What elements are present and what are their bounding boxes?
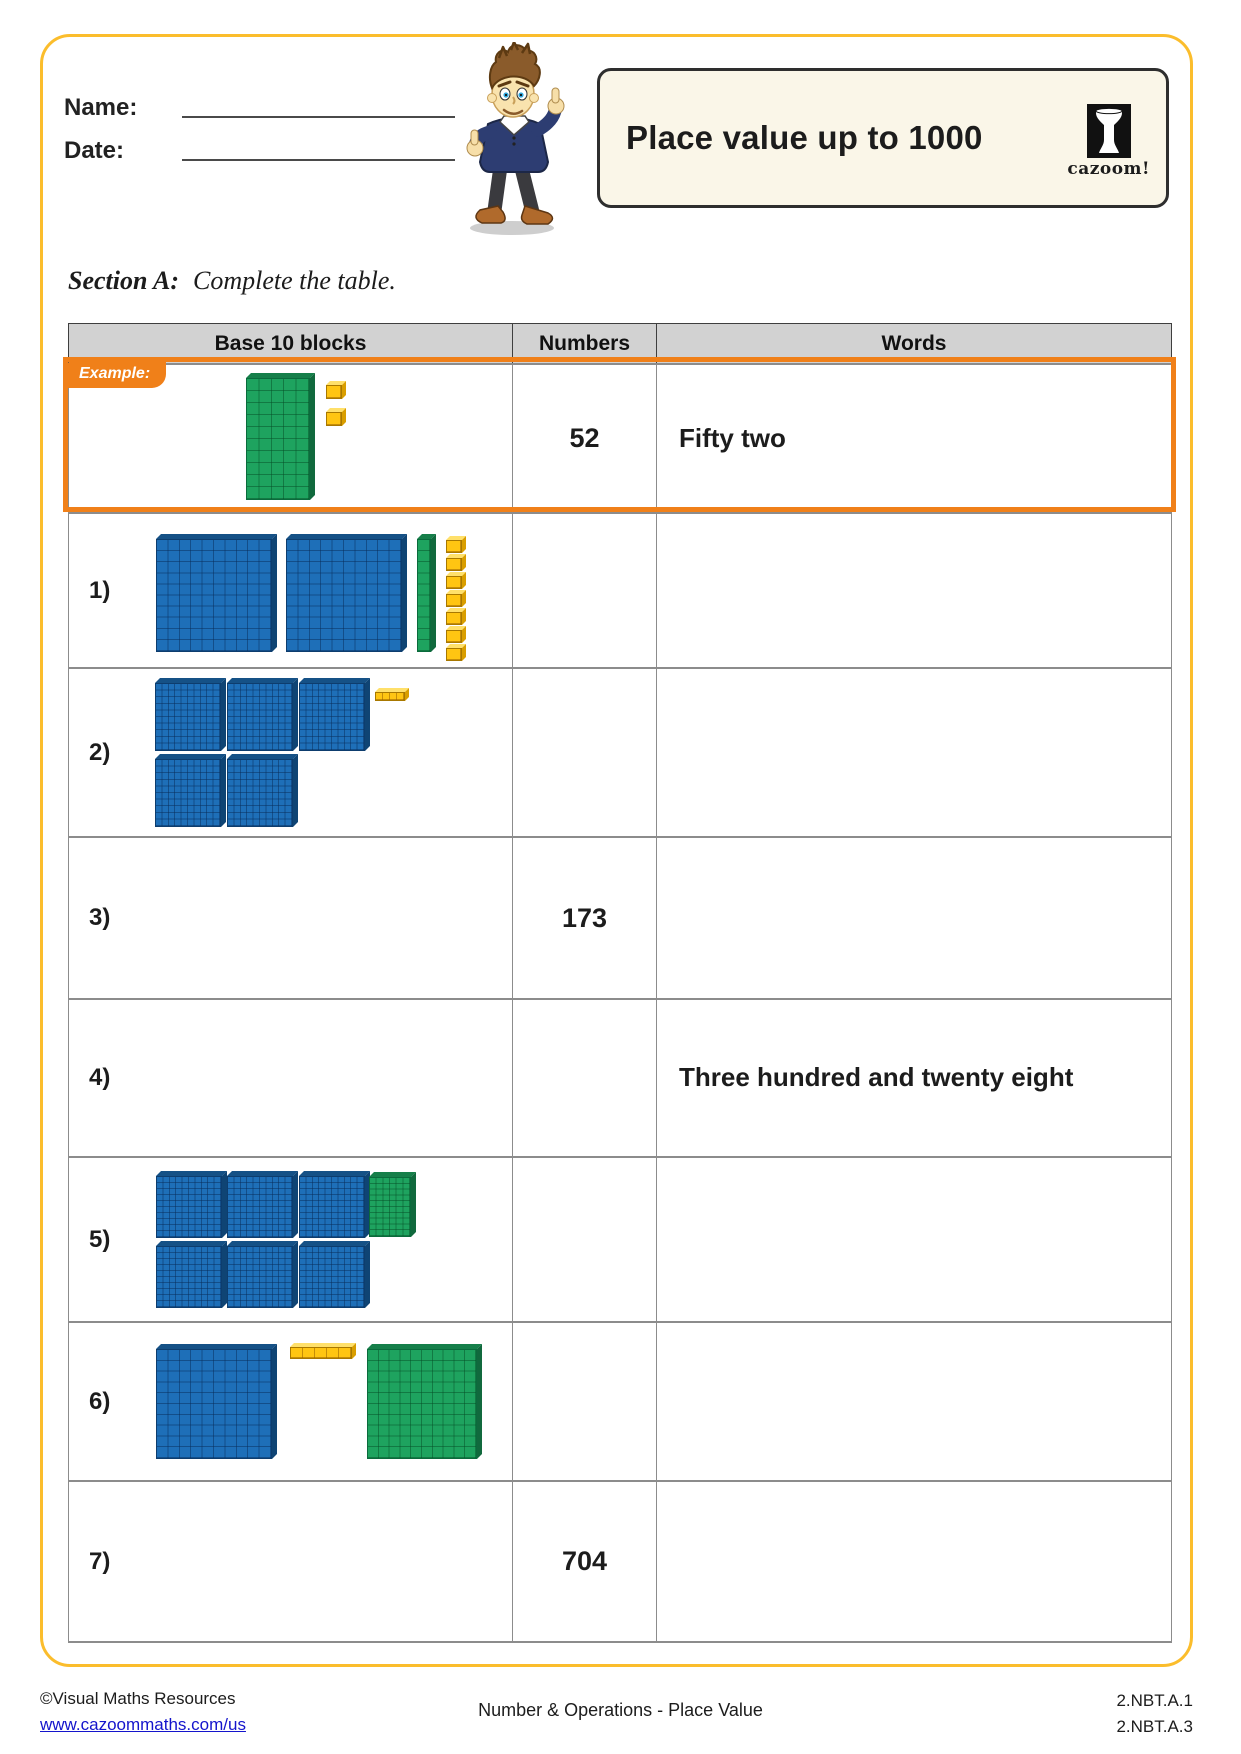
example-words-cell: Fifty two bbox=[657, 364, 1172, 513]
row-number-label: 3) bbox=[89, 904, 111, 931]
table-row bbox=[69, 837, 1172, 999]
table-row bbox=[69, 999, 1172, 1157]
example-tag: Example: bbox=[68, 362, 166, 388]
footer-standards bbox=[1116, 1688, 1193, 1741]
blocks-cell-4[interactable] bbox=[69, 999, 513, 1157]
base10-hundred-flat-blue bbox=[156, 539, 272, 652]
words-answer-cell[interactable] bbox=[657, 837, 1172, 999]
number-answer-cell[interactable] bbox=[513, 999, 657, 1157]
website-link[interactable]: www.cazoommaths.com/us bbox=[40, 1714, 246, 1734]
words-value-cell: Three hundred and twenty eight bbox=[657, 999, 1172, 1157]
standard-code: 2.NBT.A.3 bbox=[1116, 1717, 1193, 1737]
footer-subject: Number & Operations - Place Value bbox=[478, 1700, 763, 1720]
blocks-cell-2 bbox=[69, 668, 513, 837]
words-answer-cell[interactable] bbox=[657, 1157, 1172, 1322]
base10-hundred-flat-blue bbox=[155, 683, 221, 751]
table-row bbox=[69, 1322, 1172, 1481]
base10-hundred-flat-blue bbox=[155, 759, 221, 827]
number-answer-cell[interactable] bbox=[513, 1157, 657, 1322]
drum-icon bbox=[1087, 104, 1131, 158]
base10-ten-rod-green bbox=[417, 539, 431, 652]
blocks-cell-1 bbox=[69, 513, 513, 668]
words-answer-cell[interactable] bbox=[657, 1481, 1172, 1642]
table-row bbox=[69, 513, 1172, 668]
words-answer-cell[interactable] bbox=[657, 513, 1172, 668]
col-header-blocks: Base 10 blocks bbox=[69, 324, 513, 365]
section-heading bbox=[68, 266, 396, 296]
cazoom-logo bbox=[1067, 104, 1150, 179]
base10-ones-rod-yellow bbox=[375, 692, 405, 701]
base10-one-cube-yellow bbox=[446, 576, 462, 589]
row-number-label: 6) bbox=[89, 1387, 111, 1415]
base10-ones-stack-yellow bbox=[446, 535, 462, 661]
base10-hundred-flat-blue bbox=[156, 1349, 272, 1459]
base10-hundred-flat-blue bbox=[227, 1176, 293, 1238]
title-banner bbox=[597, 68, 1169, 208]
base10-one-cube-yellow bbox=[326, 385, 342, 399]
date-input-line[interactable] bbox=[182, 159, 455, 161]
row-number-label: 2) bbox=[89, 738, 111, 766]
row-number-label: 4) bbox=[89, 1064, 111, 1091]
base10-one-cube-yellow bbox=[446, 558, 462, 571]
base10-hundred-flat-blue bbox=[286, 539, 402, 652]
base10-one-cube-yellow bbox=[326, 412, 342, 426]
table-row bbox=[69, 1157, 1172, 1322]
base10-fifty-flat-green bbox=[246, 378, 310, 500]
number-answer-cell[interactable] bbox=[513, 668, 657, 837]
place-value-table bbox=[68, 323, 1172, 1643]
row-number-label: 1) bbox=[89, 576, 111, 604]
base10-hundred-flat-blue bbox=[227, 1246, 293, 1308]
base10-hundred-flat-blue bbox=[299, 683, 365, 751]
blocks-cell-7[interactable] bbox=[69, 1481, 513, 1642]
base10-hundred-flat-blue bbox=[156, 1176, 222, 1238]
base10-one-cube-yellow bbox=[446, 630, 462, 643]
number-value-cell: 704 bbox=[513, 1481, 657, 1642]
base10-ones-rod-yellow bbox=[290, 1347, 352, 1359]
base10-hundred-flat-blue bbox=[156, 1246, 222, 1308]
words-answer-cell[interactable] bbox=[657, 668, 1172, 837]
header-row bbox=[69, 324, 1172, 365]
row-number-label: 7) bbox=[89, 1547, 111, 1575]
blocks-cell-3[interactable] bbox=[69, 837, 513, 999]
words-answer-cell[interactable] bbox=[657, 1322, 1172, 1481]
base10-tens-flat-green bbox=[369, 1177, 411, 1237]
brand-name: cazoom! bbox=[1067, 158, 1150, 179]
section-instruction: Complete the table. bbox=[192, 266, 396, 295]
base10-one-cube-yellow bbox=[446, 648, 462, 661]
blocks-cell-6 bbox=[69, 1322, 513, 1481]
blocks-cell-5 bbox=[69, 1157, 513, 1322]
table-row bbox=[69, 1481, 1172, 1642]
number-answer-cell[interactable] bbox=[513, 1322, 657, 1481]
base10-hundred-flat-blue bbox=[299, 1176, 365, 1238]
standard-code: 2.NBT.A.1 bbox=[1116, 1691, 1193, 1710]
base10-one-cube-yellow bbox=[446, 594, 462, 607]
col-header-words: Words bbox=[657, 324, 1172, 365]
col-header-numbers: Numbers bbox=[513, 324, 657, 365]
number-answer-cell[interactable] bbox=[513, 513, 657, 668]
base10-hundred-flat-blue bbox=[299, 1246, 365, 1308]
example-number-cell: 52 bbox=[513, 364, 657, 513]
cartoon-boy-mascot bbox=[452, 42, 576, 238]
page-title: Place value up to 1000 bbox=[626, 119, 983, 156]
base10-one-cube-yellow bbox=[446, 612, 462, 625]
name-input-line[interactable] bbox=[182, 116, 455, 118]
copyright-text: ©Visual Maths Resources bbox=[40, 1689, 236, 1708]
base10-hundred-flat-green bbox=[367, 1349, 477, 1459]
table-row bbox=[69, 668, 1172, 837]
section-label: Section A: bbox=[68, 266, 179, 295]
base10-one-cube-yellow bbox=[446, 540, 462, 553]
number-value-cell: 173 bbox=[513, 837, 657, 999]
base10-hundred-flat-blue bbox=[227, 683, 293, 751]
base10-hundred-flat-blue bbox=[227, 759, 293, 827]
example-row bbox=[69, 364, 1172, 513]
date-label: Date: bbox=[64, 137, 125, 164]
name-label: Name: bbox=[64, 94, 138, 121]
row-number-label: 5) bbox=[89, 1225, 111, 1253]
